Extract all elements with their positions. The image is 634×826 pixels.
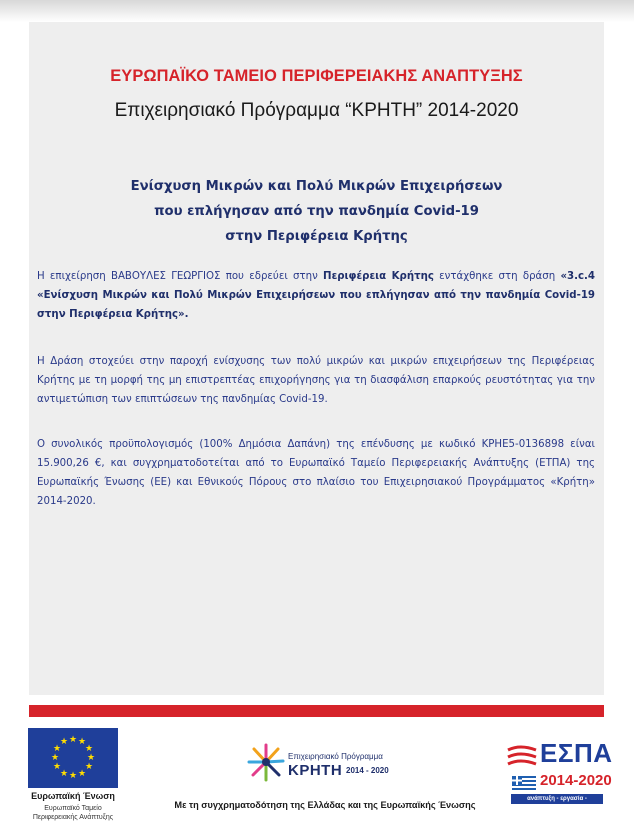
region-name: Περιφέρεια Κρήτης (323, 271, 434, 282)
svg-text:★: ★ (59, 769, 69, 779)
action-title-line: Ενίσχυση Μικρών και Πολύ Μικρών Επιχειρήσεων (130, 179, 503, 194)
eu-label: Ευρωπαϊκή Ένωση (31, 791, 115, 801)
svg-text:★: ★ (86, 753, 96, 763)
paragraph-budget: Ο συνολικός προϋπολογισμός (100% Δημόσια Δαπάνη) της επένδυσης με κωδικό ΚΡΗΕ5-0136898 είναι 15.900,26 €, και συγχρηματοδοτείται από το Ευρωπαϊκό Ταμείο Περιφερειακής Ανάπτυξης (ΕΤΠΑ) της Ευρωπαϊκής Ένωσης (ΕΕ) και Εθνικούς Πόρους στο πλαίσιο του Επιχειρησιακού Προγράμματος «Κρήτη» 2014-2020. (37, 439, 595, 507)
action-title-line: που επλήγησαν από την πανδημία Covid-19 (154, 204, 479, 219)
svg-text:★: ★ (68, 771, 78, 781)
action-title (29, 174, 604, 249)
greek-flag-icon (512, 776, 536, 792)
svg-text:★: ★ (59, 737, 69, 747)
paragraph-inclusion (37, 267, 595, 324)
crete-name: ΚΡΗΤΗ (288, 762, 343, 779)
svg-text:★: ★ (50, 753, 60, 763)
crete-program-logo-icon (241, 737, 291, 787)
paragraph-text: εντάχθηκε στη δράση (433, 271, 561, 282)
svg-text:★: ★ (52, 762, 62, 772)
espa-years: 2014-2020 (540, 772, 612, 789)
eu-subtitle: Ευρωπαϊκό Ταμείο (44, 805, 102, 812)
fund-title: ΕΥΡΩΠΑΪΚΟ ΤΑΜΕΙΟ ΠΕΡΙΦΕΡΕΙΑΚΗΣ ΑΝΑΠΤΥΞΗΣ (110, 67, 523, 85)
crete-years: 2014 - 2020 (346, 766, 389, 775)
espa-word: ΕΣΠΑ (540, 738, 613, 768)
program-title: Επιχειρησιακό Πρόγραμμα “ΚΡΗΤΗ” 2014-2020 (114, 100, 519, 121)
red-divider-bar (29, 705, 604, 717)
svg-text:★: ★ (84, 744, 94, 754)
svg-text:★: ★ (77, 769, 87, 779)
top-shadow-strip (0, 0, 634, 22)
espa-tagline: ανάπτυξη - εργασία - αλληλεγγύη (511, 794, 603, 804)
svg-text:★: ★ (68, 735, 78, 745)
svg-text:★: ★ (84, 762, 94, 772)
cofunding-statement: Με τη συγχρηματοδότηση της Ελλάδας και της Ευρωπαϊκής Ένωσης (174, 800, 476, 810)
eu-flag-icon (28, 728, 118, 788)
svg-text:★: ★ (52, 744, 62, 754)
paragraph-purpose: Η Δράση στοχεύει στην παροχή ενίσχυσης των πολύ μικρών και μικρών επιχειρήσεων της Περιφέρειας Κρήτης με τη μορφή της μη επιστρεπτέας επιχορήγησης για τη διασφάλιση επαρκούς ρευστότητας για την αντιμετώπιση των επιπτώσεων της πανδημίας Covid-19. (37, 356, 595, 405)
info-panel (29, 22, 604, 695)
crete-program-label: Επιχειρησιακό Πρόγραμμα (288, 752, 383, 761)
eu-subtitle: Περιφερειακής Ανάπτυξης (32, 814, 114, 821)
svg-text:★: ★ (77, 737, 87, 747)
action-name: «3.c.4 «Ενίσχυση Μικρών και Πολύ Μικρών Επιχειρήσεων που επλήγησαν από την πανδημία Covid-19 στην Περιφέρεια Κρήτης». (37, 271, 596, 320)
action-title-line: στην Περιφέρεια Κρήτης (225, 229, 408, 244)
paragraph-text: Η επιχείρηση ΒΑΒΟΥΛΕΣ ΓΕΩΡΓΙΟΣ που εδρεύει στην (37, 271, 324, 282)
